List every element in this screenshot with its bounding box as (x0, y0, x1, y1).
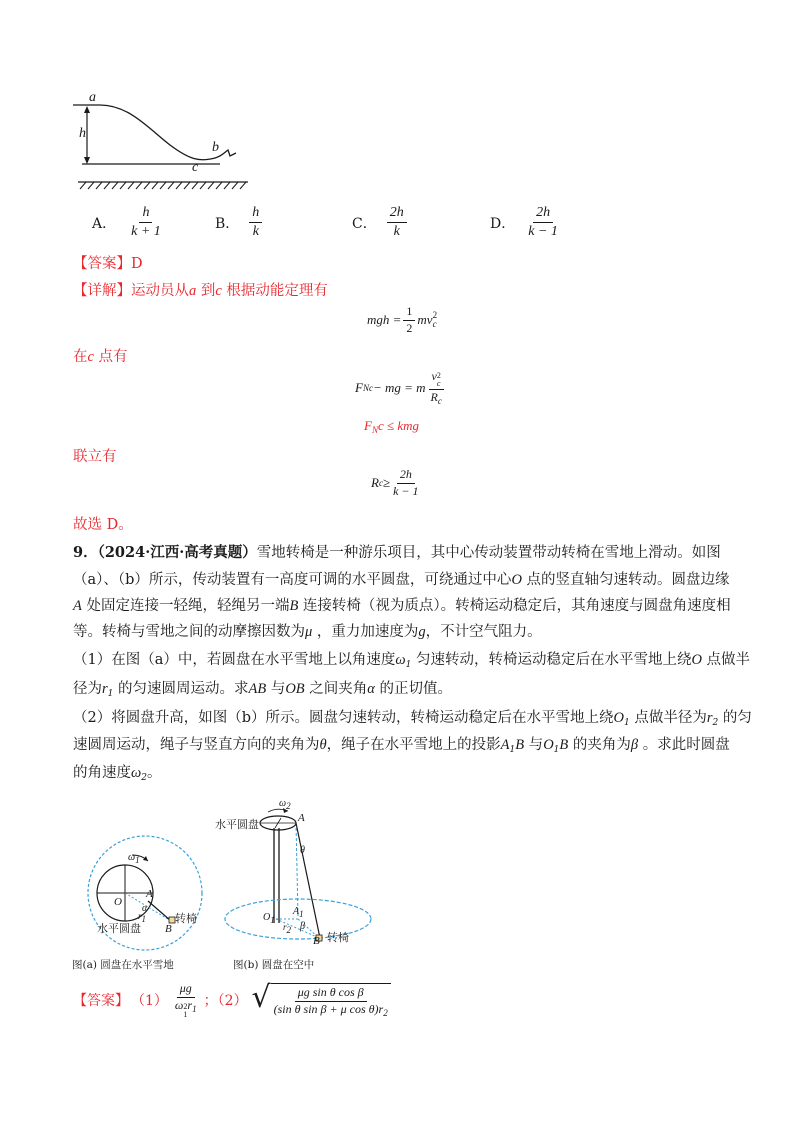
q9-line3: A 处固定连接一轻绳，轻绳另一端B 连接转椅（视为质点）。转椅运动稳定后，其角速度与圆盘角速度相 (73, 598, 731, 614)
detail-text: 运动员从 (131, 283, 189, 299)
fig-a-alpha: α (142, 903, 148, 914)
answer-value: D (131, 256, 143, 272)
var-c: c (215, 283, 222, 299)
fig-a-chair-label: 转椅 (175, 912, 197, 925)
option-fraction: $\frac{h}{k}$ (249, 205, 262, 240)
option-c (352, 205, 407, 240)
option-fraction: $\frac{2h}{k - 1}$ (528, 205, 558, 240)
option-fraction: $\frac{h}{k + 1}$ (131, 205, 161, 240)
answer-tag: 【答案】 (73, 256, 131, 272)
fig-a-O: O (114, 896, 122, 908)
q9-part2-line3: 的角速度$\omega_2$。 (73, 765, 162, 783)
fig-b-theta: θ (300, 845, 305, 856)
fig-a-disk-label: 水平圆盘 (97, 922, 141, 935)
at-point-c: 在c 点有 (73, 349, 128, 365)
detail-8-line1 (73, 279, 328, 300)
detail-text: 到 (196, 283, 216, 299)
label-b: b (212, 140, 219, 155)
option-a (92, 205, 164, 240)
option-letter: D． (490, 215, 516, 232)
combine-text: 联立有 (73, 449, 117, 465)
q9-line1: 9．（2024·江西·高考真题）雪地转椅是一种游乐项目，其中心传动装置带动转椅在雪地上滑动。如图 (73, 544, 721, 561)
option-fraction: $\frac{2h}{k}$ (387, 205, 407, 240)
label-c: c (192, 160, 199, 175)
equation-newton-c: F Nc − mg = m v 2 c $R_c$ (355, 369, 442, 406)
fig-b-B: B (313, 935, 320, 947)
fig-a-A: A (146, 888, 153, 900)
equation-energy: mgh = $\frac{1}{2}$ mv 2 c (367, 304, 438, 335)
fig-a-caption: 图(a) 圆盘在水平雪地 (72, 959, 174, 971)
option-b (215, 205, 262, 240)
fig-b-r2: r2 (283, 922, 292, 935)
conclusion: 故选 D。 (73, 517, 133, 533)
fig-b-omega: ω2 (279, 798, 291, 811)
detail-text: 根据动能定理有 (221, 283, 328, 299)
q9-part1-line1: （1）在图（a）中，若圆盘在水平雪地上以角速度$\omega_1$ 匀速转动，转椅运动稳定后在水平雪地上绕O 点做半 (73, 652, 751, 670)
q9-part1-line2: 径为$r_1$ 的匀速圆周运动。求AB 与OB 之间夹角α 的正切值。 (73, 681, 453, 699)
fig-b-A1: A1 (293, 906, 304, 919)
fig-a-r1: r1 (138, 911, 147, 924)
equation-result: R c ≥ $\frac{2h}{k - 1}$ (371, 467, 419, 498)
option-d (490, 205, 561, 240)
label-a: a (89, 90, 96, 105)
q9-part2-line1: （2）将圆盘升高，如图（b）所示。圆盘匀速转动，转椅运动稳定后在水平雪地上绕$O_1$ 点做半径为$r_2$ 的匀 (73, 710, 752, 728)
label-h: h (79, 126, 86, 141)
detail-tag: 【详解】 (73, 283, 131, 299)
q9-line4: 等。转椅与雪地之间的动摩擦因数为μ ，重力加速度为g，不计空气阻力。 (73, 624, 542, 640)
fig-a-omega: ω1 (128, 852, 140, 865)
fig-b-O1: O1 (263, 912, 275, 925)
answer-9: 【答案】 （1） μg ω 2 1 $r_1$ ；（2） √ $\frac{\text{μg sin θ cos β}}{(\sin \theta \sin \beta + \mu \cos \theta)r_2}$ (73, 982, 391, 1019)
fig-b-A: A (298, 812, 305, 824)
slope-figure (70, 90, 260, 190)
q9-line2: （a）、（b）所示，传动装置有一高度可调的水平圆盘，可绕通过中心O 点的竖直轴匀速转动。圆盘边缘 (73, 572, 730, 588)
answer-8 (73, 252, 143, 273)
option-letter: A． (92, 215, 117, 232)
option-letter: C． (352, 215, 377, 232)
option-letter: B． (215, 215, 240, 232)
var-a: a (189, 283, 197, 299)
q9-part2-line2: 速圆周运动，绳子与竖直方向的夹角为θ，绳子在水平雪地上的投影$A_1B$ 与$O_1B$ 的夹角为β 。求此时圆盘 (73, 737, 730, 755)
fig-b-disk-label: 水平圆盘 (215, 818, 259, 831)
equation-constraint: $F_Nc$ ≤ kmg (364, 418, 420, 435)
fig-a-B: B (165, 923, 172, 935)
fig-b-chair-label: 转椅 (327, 931, 349, 944)
fig-b-beta: β (300, 921, 305, 932)
fig-b-caption: 图(b) 圆盘在空中 (233, 959, 315, 971)
